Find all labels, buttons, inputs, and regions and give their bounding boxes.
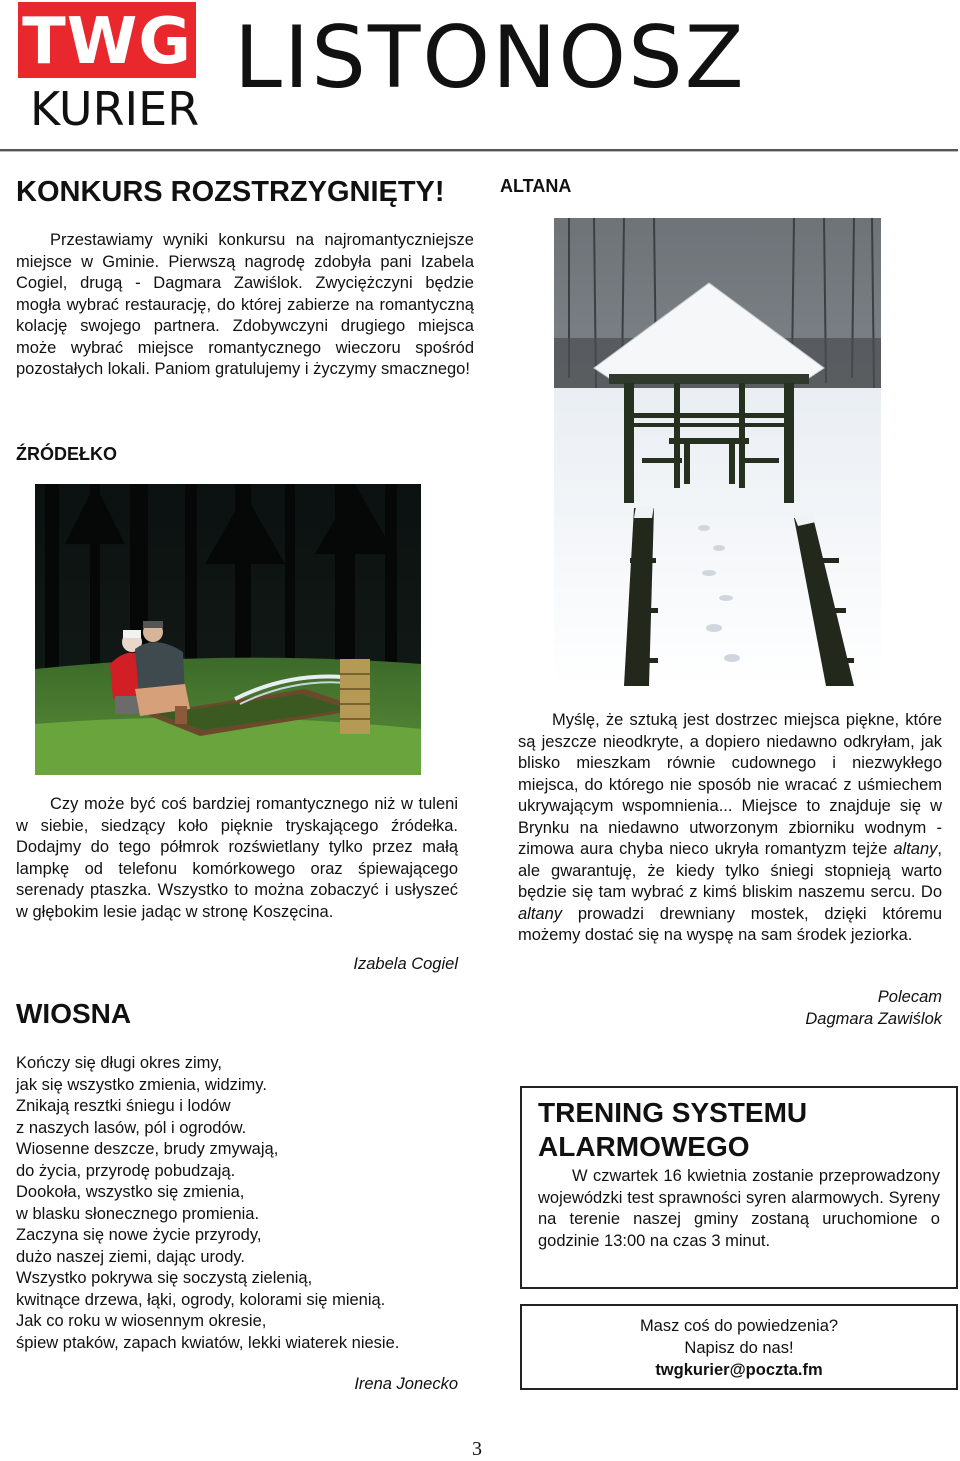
trening-heading-1: TRENING SYSTEMU <box>538 1097 808 1128</box>
poem-line: Jak co roku w wiosennym okresie, <box>16 1312 267 1330</box>
altana-author: Dagmara Zawiślok <box>805 1010 942 1028</box>
poem-line: śpiew ptaków, zapach kwiatów, lekki wiaterek niesie. <box>16 1333 400 1352</box>
poem-line: Kończy się długi okres zimy, <box>16 1054 223 1072</box>
altana-sign-polecam: Polecam <box>877 988 942 1006</box>
zrodelko-author: Izabela Cogiel <box>353 955 458 973</box>
poem-line: w blasku słonecznego promienia. <box>16 1204 260 1223</box>
trening-text: W czwartek 16 kwietnia zostanie przeprowadzony wojewódzki test sprawności syren alarmowych. Syreny na terenie naszej gminy zostaną uruchomione o godzinie 13:00 na czas 3 minut. <box>538 1167 940 1250</box>
poem-line: Wiosenne deszcze, brudy zmywają, <box>16 1140 279 1158</box>
page-number: 3 <box>472 1438 482 1460</box>
poem-line: jak się wszystko zmienia, widzimy. <box>16 1075 267 1094</box>
altana-italic: altany <box>893 840 938 858</box>
altana-text-part: prowadzi drewniany mostek, dzięki któremu możemy dostać się na wyspę na sam środek jeziorka. <box>518 904 942 944</box>
altana-text-part: , ale gwarantuję, że kiedy tylko śniegi stopnieją warto będzie się tam wybrać z kimś bliskim naszemu sercu. Do <box>518 840 942 901</box>
altana-text <box>518 710 942 947</box>
wiosna-heading: WIOSNA <box>16 998 132 1029</box>
poem-line: kwitnące drzewa, łąki, ogrody, kolorami się mienią. <box>16 1290 386 1309</box>
contact-line-1: Masz coś do powiedzenia? <box>639 1317 839 1335</box>
trening-heading-2: ALARMOWEGO <box>538 1131 750 1162</box>
logo-twg: TWG <box>18 2 196 78</box>
poem-line: Wszystko pokrywa się soczystą zielenią, <box>16 1269 313 1287</box>
altana-heading: ALTANA <box>500 176 572 196</box>
poem-line: Zaczyna się nowe życie przyrody, <box>16 1226 262 1244</box>
logo-kurier: KURIER <box>30 82 200 136</box>
poem-line: do życia, przyrodę pobudzają. <box>16 1161 236 1180</box>
poem-line: Znikają resztki śniegu i lodów <box>16 1097 231 1115</box>
zrodelko-text: Czy może być coś bardziej romantycznego niż w tuleni w siebie, siedzący koło pięknie tryskającego źródełka. Dodajmy do tego półmrok rozświetlany tylko przez małą lampkę od telefonu komórkowego oraz śpiewającego serenady ptaszka. Wszystko to można zobaczyć i usłyszeć w głębokim lesie jadąc w stronę Koszęcina. <box>16 795 458 921</box>
contact-line-2: Napisz do nas! <box>684 1339 794 1357</box>
poem-line: Dookoła, wszystko się zmienia, <box>16 1183 245 1201</box>
poem-line: z naszych lasów, pól i ogrodów. <box>16 1118 247 1137</box>
masthead-title: LISTONOSZ <box>234 8 746 108</box>
konkurs-text: Przestawiamy wyniki konkursu na najromantyczniejsze miejsce w Gminie. Pierwszą nagrodę zdobyła pani Izabela Cogiel, drugą - Dagmara Zawiślok. Zwyciężczyni będzie mogła wybrać restaurację, do której zabierze na romantyczną kolację swojego partnera. Zdobywczyni drugiego miejsca może wybrać miejsce romantycznego wieczoru spośród pozostałych lokali. Paniom gratulujemy i życzymy smacznego! <box>16 231 474 378</box>
contact-email-link[interactable]: twgkurier@poczta.fm <box>655 1361 823 1379</box>
wiosna-poem <box>16 1053 399 1354</box>
zrodelko-photo <box>35 484 421 775</box>
zrodelko-heading: ŹRÓDEŁKO <box>16 444 117 464</box>
altana-photo <box>554 218 881 686</box>
wiosna-author: Irena Jonecko <box>354 1375 458 1393</box>
altana-italic: altany <box>518 904 563 923</box>
altana-text-part: Myślę, że sztuką jest dostrzec miejsca piękne, które są jeszcze nieodkryte, a dopiero niedawno odkryłam, jak blisko mieszkam równie cudownego i niezwykłego miejsca, do którego nie sposób nie wracać z uśmiechem ukrywającym wspomnienia... Miejsce to znajduje się w Brynku na niedawno utworzonym zbiorniku wodnym - zimowa aura chyba nieco ukryła romantyzm tejże <box>518 711 942 858</box>
header-divider <box>0 149 958 151</box>
contact-box <box>520 1304 958 1390</box>
konkurs-heading: KONKURS ROZSTRZYGNIĘTY! <box>16 176 445 208</box>
poem-line: dużo naszej ziemi, dając urody. <box>16 1247 245 1266</box>
trening-box <box>520 1086 958 1289</box>
